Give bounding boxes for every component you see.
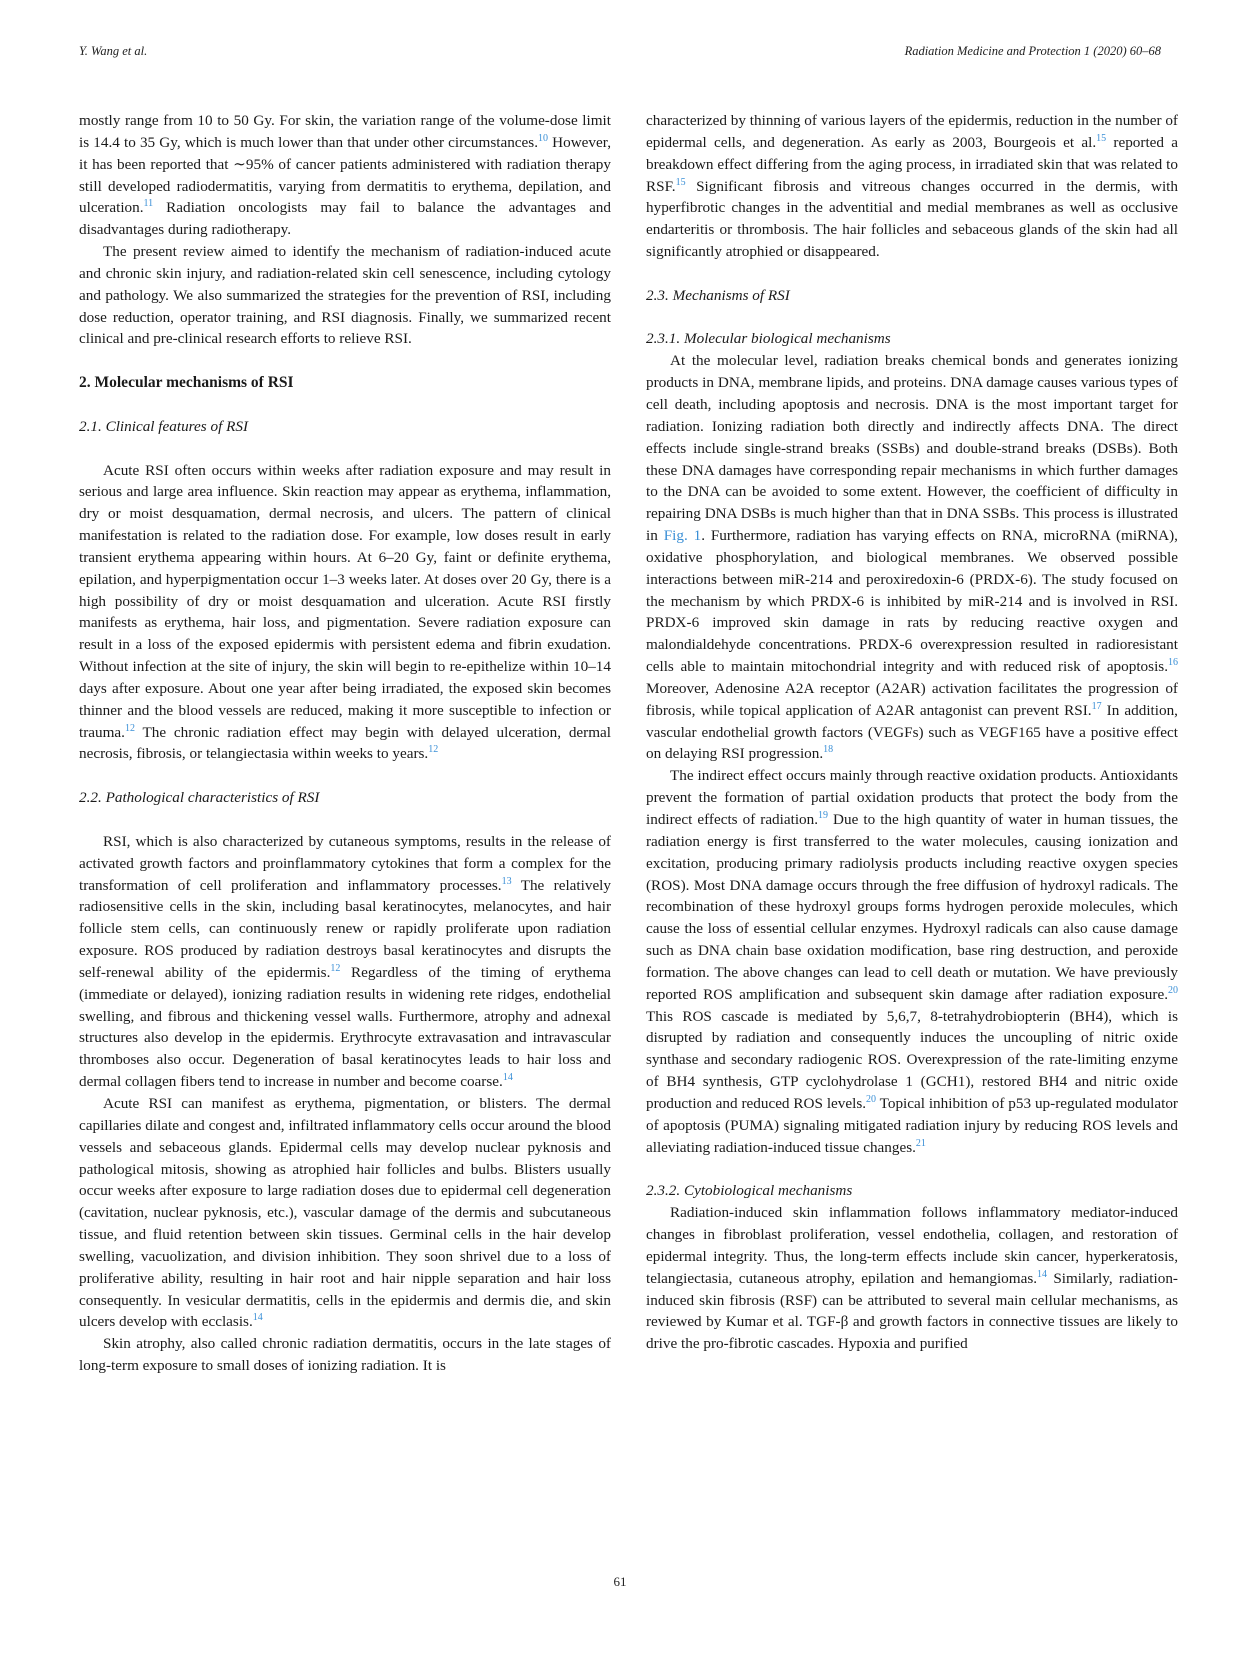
paragraph: At the molecular level, radiation breaks chemical bonds and generates ionizing products in DNA, membrane lipids, and proteins. DNA damage causes various types of cell death, including apoptosis and necrosis. DNA is the most important target for radiation. Ionizing radiation both directly and indirectly affects DNA. The direct effects include single-strand breaks (SSBs) and double-strand breaks (DSBs). Both these DNA damages have corresponding repair mechanisms in which further damages to the DNA can be avoided to some extent. However, the coefficient of difficulty in repairing DNA DSBs is much higher than that in DNA SSBs. This process is illustrated in Fig. 1. Furthermore, radiation has varying effects on RNA, microRNA (miRNA), oxidative phosphorylation, and biological membranes. We observed possible interactions between miR-214 and peroxiredoxin-6 (PRDX-6). The study focused on the mechanism by which PRDX-6 is inhibited by miR-214 and is involved in RSI. PRDX-6 improved skin damage in rats by reducing reactive oxygen and malondialdehyde concentrations. PRDX-6 overexpression resulted in radioresistant cells able to maintain mitochondrial integrity and with reduced risk of apoptosis.$^{16}$ Moreover, Adenosine A2A receptor (A2AR) activation facilitates the progression of fibrosis, while topical application of A2AR antagonist can prevent RSI.$^{17}$ In addition, vascular endothelial growth factors (VEGFs) such as VEGF165 have a positive effect on delaying RSI progression.$^{18}$ [646, 352, 1178, 763]
subsection-heading: 2.3. Mechanisms of RSI [646, 286, 790, 304]
section-heading: 2. Molecular mechanisms of RSI [79, 374, 294, 392]
paragraph: mostly range from 10 to 50 Gy. For skin, the variation range of the volume-dose limit is 14.4 to 35 Gy, which is much lower than that under other circumstances.$^{10}$ However, it has been reported that ∼95% of cancer patients administered with radiation therapy still developed radiodermatitis, varying from dermatitis to erythema, depilation, and ulceration.$^{11}$ Radiation oncologists may fail to balance the advantages and disadvantages during radiotherapy. [79, 112, 611, 239]
citation-link[interactable]: 15 [675, 176, 686, 188]
subsection-heading: 2.2. Pathological characteristics of RSI [79, 789, 320, 807]
paragraph: The indirect effect occurs mainly through reactive oxidation products. Antioxidants prevent the formation of partial oxidation products that protect the body from the indirect effects of radiation.$^{19}$ Due to the high quantity of water in human tissues, the radiation energy is first transferred to the water molecules, causing ionization and excitation, producing primary radiolysis products including reactive oxygen species (ROS). Most DNA damage occurs through the free diffusion of hydroxyl radicals. The recombination of these hydroxyl groups forms hydrogen peroxide molecules, which cause the loss of essential cellular enzymes. Hydroxyl radicals can also cause damage such as DNA chain base oxidation modification, base ring destruction, and peroxide formation. The above changes can lead to cell death or mutation. We have previously reported ROS amplification and subsequent skin damage after radiation exposure.$^{20}$ This ROS cascade is mediated by 5,6,7, 8-tetrahydrobiopterin (BH4), which is disrupted by radiation and consequently induces the uncoupling of nitric oxide synthase and secondary radiogenic ROS. Overexpression of the rate-limiting enzyme of BH4 synthesis, GTP cyclohydrolase 1 (GCH1), restored BH4 and nitric oxide production and reduced ROS levels.$^{20}$ Topical inhibition of p53 up-regulated modulator of apoptosis (PUMA) signaling mitigated radiation injury by reducing ROS levels and alleviating radiation-induced tissue changes.$^{21}$ [646, 767, 1178, 1156]
citation-link[interactable]: 18 [823, 744, 834, 756]
paragraph: The present review aimed to identify the mechanism of radiation-induced acute and chronic skin injury, and radiation-related skin cell senescence, including cytology and pathology. We also summarized the strategies for the prevention of RSI, including dose reduction, operator training, and RSI diagnosis. Finally, we summarized recent clinical and pre-clinical research efforts to relieve RSI. [79, 243, 611, 348]
paragraph: Acute RSI can manifest as erythema, pigmentation, or blisters. The dermal capillaries dilate and congest and, infiltrated inflammatory cells occur around the blood vessels and sebaceous glands. Epidermal cells may develop nuclear pyknosis and pathological mitosis, showing as atrophied hair follicles and bulbs. Blisters usually occur weeks after exposure to large radiation doses due to epidermal cell degeneration (cavitation, nuclear pyknosis, etc.), vascular damage of the dermis and subcutaneous tissue, and fluid retention between skin tissues. Germinal cells in the hair develop swelling, vacuolization, and division inhibition. They soon shrivel due to a loss of proliferative ability, resulting in hair root and hair nipple separation and hair loss consequently. In vesicular dermatitis, cells in the epidermis and dermis die, and skin ulcers develop with ecclasis.$^{14}$ [79, 1094, 611, 1331]
subsection-heading: 2.1. Clinical features of RSI [79, 417, 249, 435]
author-header: Y. Wang et al. [79, 44, 148, 58]
citation-link[interactable]: 12 [330, 962, 341, 974]
citation-link[interactable]: 13 [501, 875, 512, 887]
citation-link[interactable]: 14 [502, 1072, 513, 1084]
citation-link[interactable]: 21 [915, 1137, 926, 1149]
subsubsection-heading: 2.3.1. Molecular biological mechanisms [646, 330, 891, 348]
paragraph: characterized by thinning of various layers of the epidermis, reduction in the number of epidermal cells, and degeneration. As early as 2003, Bourgeois et al.$^{15}$ reported a breakdown effect differing from the aging process, in irradiated skin that was related to RSF.$^{15}$ Significant fibrosis and vitreous changes occurred in the dermis, with hyperfibrotic changes in the adventitial and medial membranes as well as occlusive endarteritis or thrombosis. The hair follicles and sebaceous glands of the skin had all significantly atrophied or disappeared. [646, 112, 1178, 261]
right-column [646, 110, 1178, 1355]
page-number: 61 [613, 1574, 627, 1589]
journal-header: Radiation Medicine and Protection 1 (2020) 60–68 [904, 44, 1161, 58]
citation-link[interactable]: 19 [818, 810, 829, 821]
paragraph: RSI, which is also characterized by cutaneous symptoms, results in the release of activated growth factors and proinflammatory cytokines that form a complex for the transformation of cell proliferation and inflammatory processes.$^{13}$ The relatively radiosensitive cells in the skin, including basal keratinocytes, melanocytes, and hair follicle stem cells, can continuously renew or rapidly proliferate upon radiation exposure. ROS produced by radiation destroys basal keratinocytes and disrupts the self-renewal ability of the epidermis.$^{12}$ Regardless of the timing of erythema (immediate or delayed), ionizing radiation results in widening rete ridges, endothelial swelling, and fibrous and thickening vessel walls. Furthermore, atrophy and adnexal structures also develop in the epidermis. Erythrocyte extravasation and intravascular thromboses also occur. Degeneration of basal keratinocytes leads to hair loss and dermal collagen fibers tend to increase in number and become coarse.$^{14}$ [79, 832, 612, 1091]
citation-link[interactable]: 15 [1096, 132, 1107, 144]
paragraph: Radiation-induced skin inflammation follows inflammatory mediator-induced changes in fibroblast proliferation, vessel endothelia, collagen, and restoration of epidermal integrity. Thus, the long-term effects include skin cancer, hyperkeratosis, telangiectasia, cutaneous atrophy, epilation and hemangiomas.$^{14}$ Similarly, radiation-induced skin fibrosis (RSF) can be attributed to several main cellular mechanisms, as reviewed by Kumar et al. TGF-β and growth factors in connective tissues are likely to drive the pro-fibrotic cascades. Hypoxia and purified [646, 1204, 1178, 1353]
citation-link[interactable]: 20 [866, 1093, 877, 1105]
citation-link[interactable]: 16 [1168, 657, 1178, 669]
running-head [79, 44, 1161, 64]
citation-link[interactable]: 12 [428, 744, 439, 756]
figure-link[interactable]: Fig. 1 [663, 527, 702, 545]
citation-link[interactable]: 20 [1168, 984, 1178, 996]
citation-link[interactable]: 12 [124, 722, 135, 734]
subsubsection-heading: 2.3.2. Cytobiological mechanisms [646, 1182, 853, 1200]
citation-link[interactable]: 14 [252, 1312, 263, 1324]
paragraph: Acute RSI often occurs within weeks after radiation exposure and may result in serious and large area influence. Skin reaction may appear as erythema, inflammation, dry or moist desquamation, dermal necrosis, and ulcers. The pattern of clinical manifestation is related to the radiation dose. For example, low doses result in early transient erythema appearing within hours. At 6–20 Gy, faint or definite erythema, epilation, and hyperpigmentation occur 1–3 weeks later. At doses over 20 Gy, there is a high possibility of dry or moist desquamation and ulceration. Acute RSI firstly manifests as erythema, hair loss, and pigmentation. Severe radiation exposure can result in a loss of the exposed epidermis with persistent edema and fibrin exudation. Without infection at the site of injury, the skin will begin to re-epithelize within 10–14 days after exposure. About one year after being irradiated, the exposed skin becomes thinner and the blood vessels are reduced, making it more susceptible to infection or trauma.$^{12}$ The chronic radiation effect may begin with delayed ulceration, dermal necrosis, fibrosis, or telangiectasia within weeks to years.$^{12}$ [79, 461, 611, 763]
citation-link[interactable]: 11 [143, 198, 154, 210]
paragraph: Skin atrophy, also called chronic radiation dermatitis, occurs in the late stages of long-term exposure to small doses of ionizing radiation. It is [79, 1335, 611, 1375]
citation-link[interactable]: 14 [1037, 1268, 1048, 1280]
citation-link[interactable]: 10 [538, 132, 548, 144]
left-column [79, 110, 611, 1377]
citation-link[interactable]: 17 [1091, 700, 1102, 712]
